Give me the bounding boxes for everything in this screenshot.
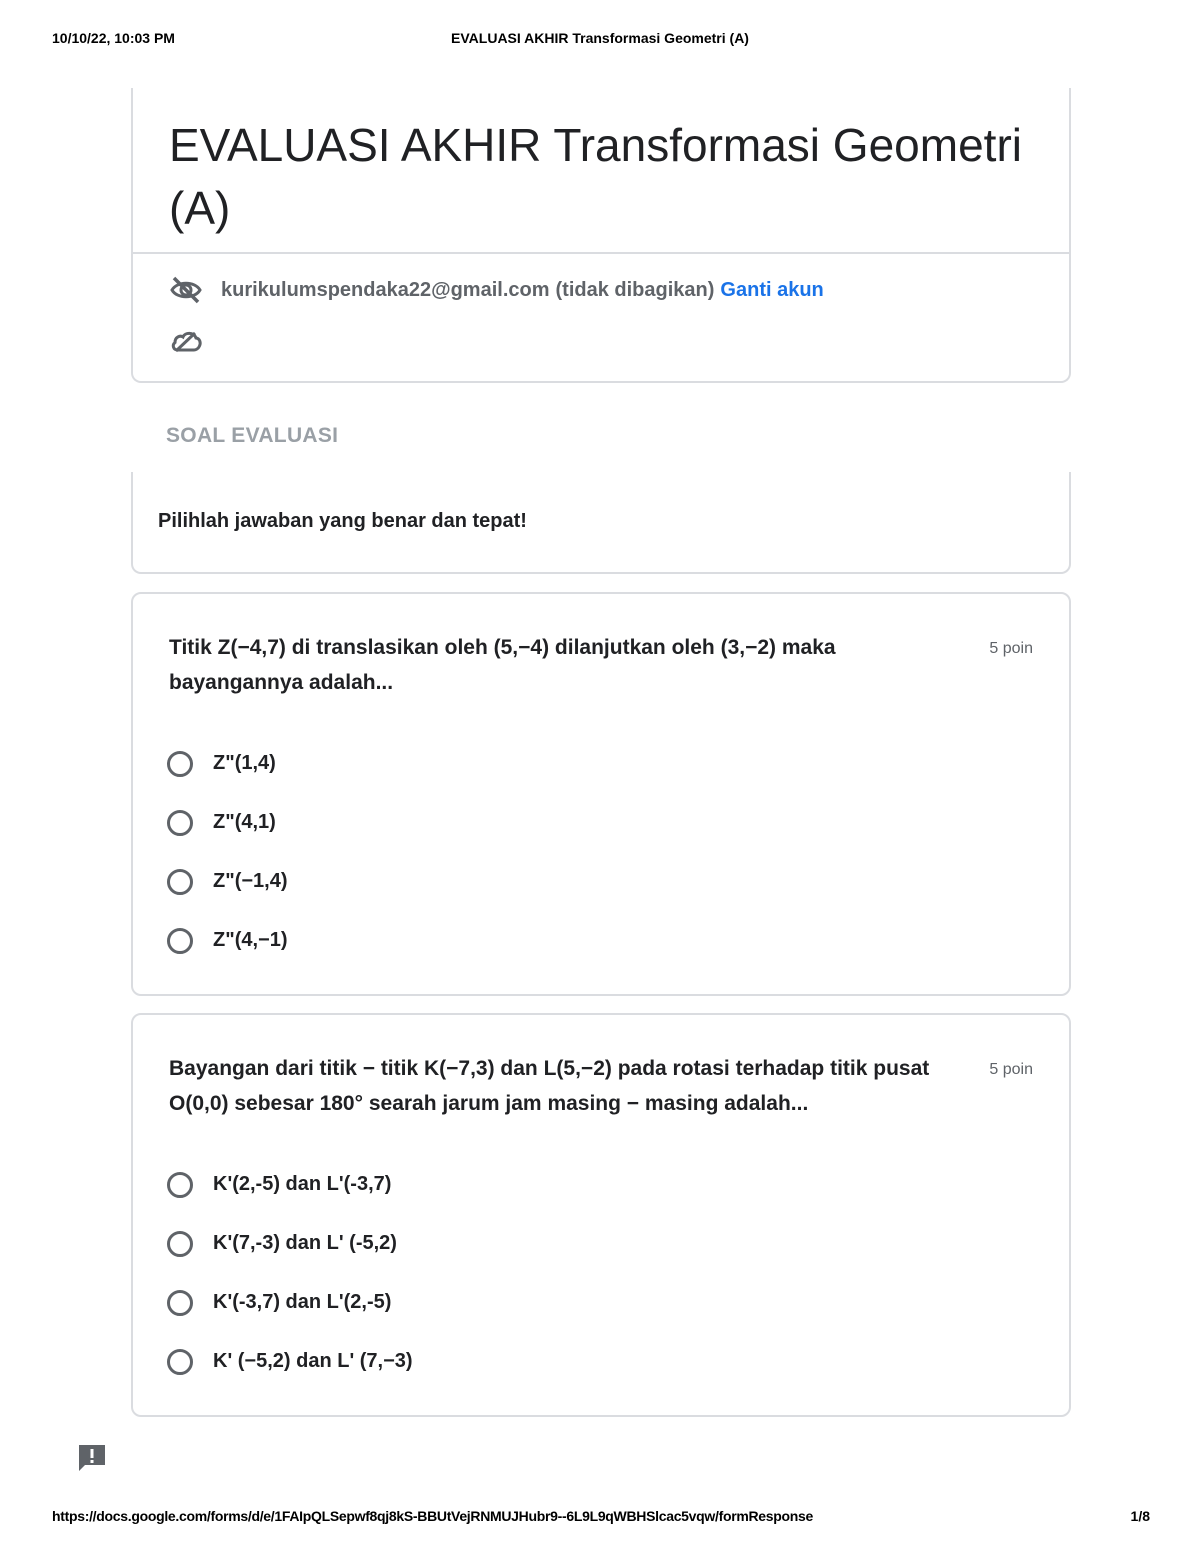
radio-unchecked-icon[interactable] [167,751,193,777]
question-card-1 [131,592,1071,996]
question-text: Titik Z(−4,7) di translasikan oleh (5,−4) dilanjutkan oleh (3,−2) maka bayangannya adalah... [169,636,836,694]
option-item[interactable] [167,1214,413,1273]
question-points: 5 poin [989,640,1033,657]
option-label: K' (−5,2) dan L' (7,−3) [213,1350,413,1372]
radio-unchecked-icon[interactable] [167,928,193,954]
feedback-icon[interactable] [76,1443,108,1473]
option-item[interactable] [167,1273,413,1332]
radio-unchecked-icon[interactable] [167,1231,193,1257]
radio-unchecked-icon[interactable] [167,810,193,836]
section-title: SOAL EVALUASI [166,424,339,447]
print-page-number: 1/8 [1130,1508,1150,1524]
switch-account-link[interactable]: Ganti akun [720,278,824,301]
header-divider [133,252,1069,254]
question-card-2 [131,1013,1071,1417]
print-doc-title: EVALUASI AKHIR Transformasi Geometri (A) [451,30,749,46]
option-label: K'(-3,7) dan L'(2,-5) [213,1291,392,1313]
account-email: kurikulumspendaka22@gmail.com [221,278,550,301]
option-list [167,1155,413,1391]
section-description-card [131,472,1071,574]
print-datetime: 10/10/22, 10:03 PM [52,30,175,46]
question-points: 5 poin [989,1061,1033,1078]
option-label: Z"(1,4) [213,752,276,774]
option-item[interactable] [167,1332,413,1391]
option-label: K'(7,-3) dan L' (-5,2) [213,1232,397,1254]
radio-unchecked-icon[interactable] [167,1172,193,1198]
form-title: EVALUASI AKHIR Transformasi Geometri (A) [169,119,1022,234]
option-list [167,734,288,970]
section-description: Pilihlah jawaban yang benar dan tepat! [158,510,527,532]
option-label: Z"(4,−1) [213,929,288,951]
option-item[interactable] [167,793,288,852]
radio-unchecked-icon[interactable] [167,1290,193,1316]
option-item[interactable] [167,911,288,970]
eye-off-icon [169,275,203,305]
account-row [169,274,824,306]
option-item[interactable] [167,852,288,911]
print-url: https://docs.google.com/forms/d/e/1FAIpQLSepwf8qj8kS-BBUtVejRNMUJHubr9--6L9L9qWBHSlcac5vqw/formResponse [52,1508,814,1524]
option-item[interactable] [167,1155,413,1214]
option-label: Z"(4,1) [213,811,276,833]
cloud-off-icon [169,326,203,356]
radio-unchecked-icon[interactable] [167,1349,193,1375]
option-label: K'(2,-5) dan L'(-3,7) [213,1173,392,1195]
radio-unchecked-icon[interactable] [167,869,193,895]
question-text: Bayangan dari titik − titik K(−7,3) dan L(5,−2) pada rotasi terhadap titik pusat O(0,0) sebesar 180° searah jarum jam masing − masing adalah... [169,1057,930,1115]
option-label: Z"(−1,4) [213,870,288,892]
account-note: (tidak dibagikan) [555,278,715,301]
option-item[interactable] [167,734,288,793]
form-header-card [131,88,1071,383]
